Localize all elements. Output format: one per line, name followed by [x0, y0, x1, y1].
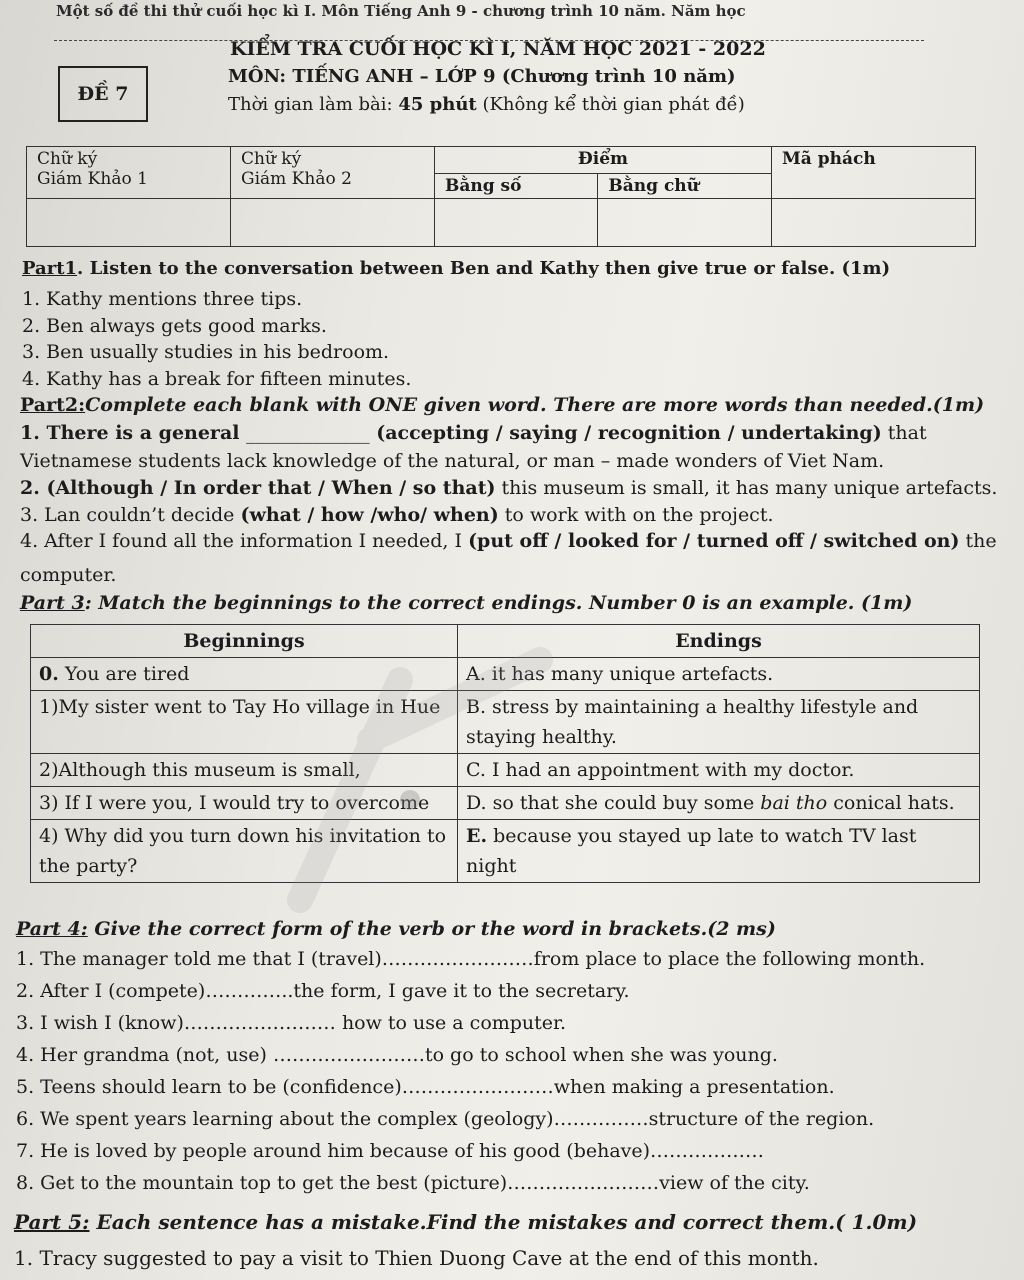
endings-header: Endings [458, 625, 980, 658]
q1-end: that [881, 422, 927, 444]
sig2-label: Chữ ký [241, 149, 302, 169]
q4-end: the [959, 530, 997, 552]
part4-item: 2. After I (compete)…………..the form, I gave it to the secretary. [16, 980, 630, 1002]
examiner1-signature-cell [27, 199, 231, 247]
part2-heading [20, 394, 984, 416]
q3-options: (what / how /who/ when) [240, 504, 499, 526]
q2-options: 2. (Although / In order that / When / so that) [20, 477, 496, 499]
part4-item: 1. The manager told me that I (travel)……………………from place to place the following month. [16, 948, 926, 970]
score-word-header: Bằng chữ [598, 174, 772, 199]
part4-item: 3. I wish I (know)…………………… how to use a computer. [16, 1012, 567, 1034]
score-number-header: Bằng số [435, 174, 598, 199]
time-value: 45 phút [398, 94, 477, 115]
part4-item: 7. He is loved by people around him because of his good (behave)……………… [16, 1140, 765, 1162]
exam-title: KIỂM TRA CUỐI HỌC KÌ I, NĂM HỌC 2021 - 2022 [230, 38, 766, 60]
part4-heading [16, 918, 776, 940]
part3-label: Part 3 [20, 592, 85, 614]
sig1-label: Chữ ký [37, 149, 98, 169]
beginnings-header: Beginnings [31, 625, 458, 658]
exam-code-box [58, 66, 148, 122]
part4-instructions: Give the correct form of the verb or the word in brackets.(2 ms) [87, 918, 776, 940]
part5-heading [14, 1210, 917, 1234]
code-cell [771, 199, 975, 247]
time-suffix: (Không kể thời gian phát đề) [476, 94, 745, 115]
part1-instructions: . Listen to the conversation between Ben and Kathy then give true or false. (1m) [77, 258, 891, 279]
beginning-1: 1)My sister went to Tay Ho village in Hue [31, 691, 458, 754]
beginning-4: 4) Why did you turn down his invitation to the party? [31, 820, 458, 883]
beginning-2: 2)Although this museum is small, [31, 754, 458, 787]
examiner2-signature-cell [231, 199, 435, 247]
time-prefix: Thời gian làm bài: [228, 94, 399, 115]
part1-label: Part1 [22, 258, 78, 279]
part2-q1-line2: Vietnamese students lack knowledge of the natural, or man – made wonders of Viet Nam. [20, 450, 885, 472]
end-e-letter: E. [466, 825, 488, 847]
part1-item: 3. Ben usually studies in his bedroom. [22, 341, 390, 363]
ending-c: C. I had an appointment with my doctor. [458, 754, 980, 787]
examiner1-signature-header [27, 147, 231, 199]
q1-blank: _____________ [246, 422, 370, 444]
ending-b: B. stress by maintaining a healthy lifestyle and staying healthy. [458, 691, 980, 754]
q4-options: (put off / looked for / turned off / switched on) [468, 530, 960, 552]
part2-q1 [20, 422, 927, 444]
exam-subject: MÔN: TIẾNG ANH – LỚP 9 (Chương trình 10 năm) [228, 66, 736, 87]
part2-q4 [20, 530, 997, 552]
end-e-text: because you stayed up late to watch TV last night [466, 825, 917, 877]
part4-item: 6. We spent years learning about the complex (geology)……………structure of the region. [16, 1108, 875, 1130]
watermark-logo [280, 620, 580, 920]
q3-end: to work with on the project. [498, 504, 774, 526]
part1-item: 1. Kathy mentions three tips. [22, 288, 303, 310]
part2-instructions: Complete each blank with ONE given word. There are more words than needed.(1m) [85, 394, 985, 416]
exam-code: ĐỀ 7 [77, 83, 129, 105]
begin-0-text: You are tired [58, 663, 190, 685]
part2-label: Part2: [20, 394, 86, 416]
score-number-cell [435, 199, 598, 247]
exam-time [228, 94, 745, 115]
grading-table [26, 146, 976, 247]
part3-instructions: : Match the beginnings to the correct endings. Number 0 is an example. (1m) [84, 592, 913, 614]
part4-item: 4. Her grandma (not, use) ……………………to go to school when she was young. [16, 1044, 778, 1066]
q1-start: 1. There is a general [20, 422, 247, 444]
part1-item: 4. Kathy has a break for fifteen minutes. [22, 368, 412, 390]
code-header: Mã phách [771, 147, 975, 199]
q2-text: this museum is small, it has many unique artefacts. [495, 477, 998, 499]
part4-item: 8. Get to the mountain top to get the best (picture)……………………view of the city. [16, 1172, 810, 1194]
end-d-start: D. so that she could buy some [466, 792, 761, 814]
part2-q2 [20, 477, 997, 499]
q1-options: (accepting / saying / recognition / undertaking) [369, 422, 882, 444]
part5-item: 1. Tracy suggested to pay a visit to Thien Duong Cave at the end of this month. [14, 1246, 819, 1270]
end-d-italic: bai tho [760, 792, 828, 814]
score-word-cell [598, 199, 772, 247]
part5-label: Part 5: [14, 1210, 90, 1234]
q4-start: 4. After I found all the information I needed, I [20, 530, 469, 552]
part2-q4-line2: computer. [20, 564, 117, 586]
examiner2-signature-header [231, 147, 435, 199]
part2-q3 [20, 504, 774, 526]
part4-item: 5. Teens should learn to be (confidence)……………………when making a presentation. [16, 1076, 835, 1098]
end-d-end: conical hats. [827, 792, 955, 814]
sig1-examiner: Giám Khảo 1 [37, 169, 148, 189]
begin-0-number: 0. [39, 663, 59, 685]
beginning-3: 3) If I were you, I would try to overcome [31, 787, 458, 820]
part4-label: Part 4: [16, 918, 88, 940]
part1-heading [22, 258, 890, 279]
q3-start: 3. Lan couldn’t decide [20, 504, 241, 526]
score-header: Điểm [435, 147, 772, 174]
running-header: Một số đề thi thử cuối học kì I. Môn Tiếng Anh 9 - chương trình 10 năm. Năm học [56, 2, 746, 20]
ending-a: A. it has many unique artefacts. [458, 658, 980, 691]
part1-item: 2. Ben always gets good marks. [22, 315, 327, 337]
sig2-examiner: Giám Khảo 2 [241, 169, 352, 189]
part5-instructions: Each sentence has a mistake.Find the mistakes and correct them.( 1.0m) [89, 1210, 918, 1234]
part3-heading [20, 592, 912, 614]
